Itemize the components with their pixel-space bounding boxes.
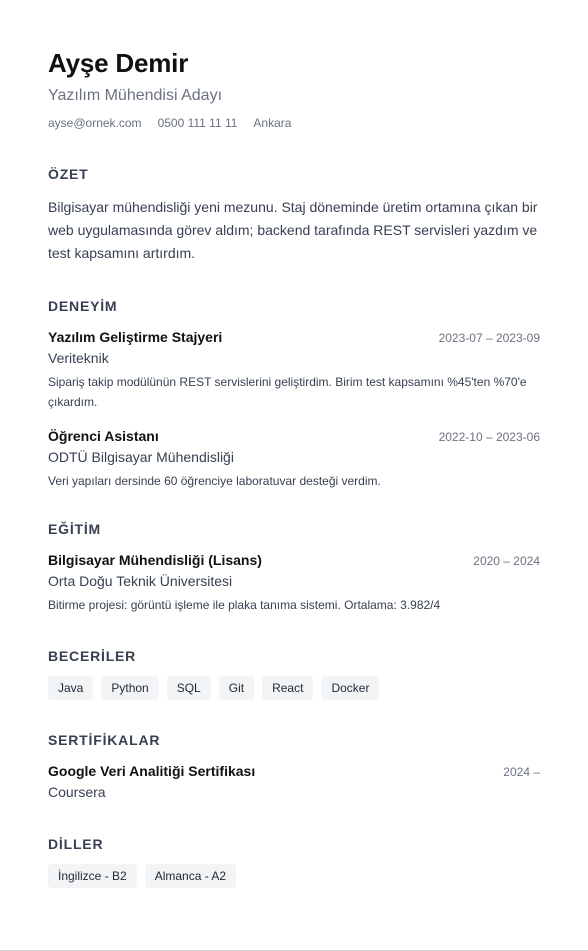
education-entry [48, 550, 540, 615]
entry-description: Bitirme projesi: görüntü işleme ile plaka tanıma sistemi. Ortalama: 3.982/4 [48, 598, 441, 612]
section-title: BECERİLER [48, 648, 137, 664]
resume-page [48, 44, 540, 883]
summary-text: Bilgisayar mühendisliği yeni mezunu. Staj döneminde üretim ortamına çıkan bir web uygulamasında görev aldım; backend tarafında REST servisleri yazdım ve test kapsamını artırdım. [48, 199, 538, 261]
contact-info [48, 114, 540, 132]
skill-list [48, 676, 540, 700]
skills-section [48, 647, 540, 700]
entry-description: Veri yapıları dersinde 60 öğrenciye laboratuvar desteği verdim. [48, 474, 381, 488]
contact-email: ayse@ornek.com [48, 116, 142, 130]
experience-section [48, 297, 540, 491]
section-title: DENEYİM [48, 298, 118, 314]
contact-location: Ankara [253, 116, 292, 130]
entry-organization: Coursera [48, 784, 106, 800]
section-title: DİLLER [48, 836, 104, 852]
entry-date: 2024 – [503, 765, 540, 779]
summary-section [48, 165, 540, 265]
entry-title: Bilgisayar Mühendisliği (Lisans) [48, 552, 262, 568]
experience-entry [48, 426, 540, 491]
entry-title: Yazılım Geliştirme Stajyeri [48, 329, 223, 345]
entry-date: 2020 – 2024 [473, 554, 540, 568]
headline: Yazılım Mühendisi Adayı [48, 87, 223, 104]
skill-chip: Java [48, 676, 93, 700]
skill-chip: React [262, 676, 313, 700]
skill-chip: Git [219, 676, 254, 700]
languages-section [48, 835, 540, 888]
entry-title: Google Veri Analitiği Sertifikası [48, 763, 256, 779]
entry-organization: Veriteknik [48, 350, 109, 366]
section-title: ÖZET [48, 166, 89, 182]
language-list [48, 864, 540, 888]
skill-chip: SQL [167, 676, 211, 700]
certifications-section [48, 731, 540, 802]
entry-organization: Orta Doğu Teknik Üniversitesi [48, 573, 233, 589]
entry-date: 2022-10 – 2023-06 [438, 430, 540, 444]
experience-entry [48, 327, 540, 412]
section-title: EĞİTİM [48, 521, 102, 537]
skill-chip: Python [101, 676, 158, 700]
person-name: Ayşe Demir [48, 48, 189, 78]
education-section [48, 520, 540, 615]
entry-date: 2023-07 – 2023-09 [438, 331, 540, 345]
skill-chip: Docker [321, 676, 379, 700]
section-title: SERTİFİKALAR [48, 732, 161, 748]
language-chip: Almanca - A2 [145, 864, 236, 888]
entry-title: Öğrenci Asistanı [48, 428, 159, 444]
certification-entry [48, 761, 540, 802]
entry-description: Sipariş takip modülünün REST servislerini geliştirdim. Birim test kapsamını %45'ten %70'e çıkardım. [48, 375, 527, 409]
entry-organization: ODTÜ Bilgisayar Mühendisliği [48, 449, 234, 465]
contact-phone: 0500 111 11 11 [157, 116, 238, 130]
language-chip: İngilizce - B2 [48, 864, 137, 888]
